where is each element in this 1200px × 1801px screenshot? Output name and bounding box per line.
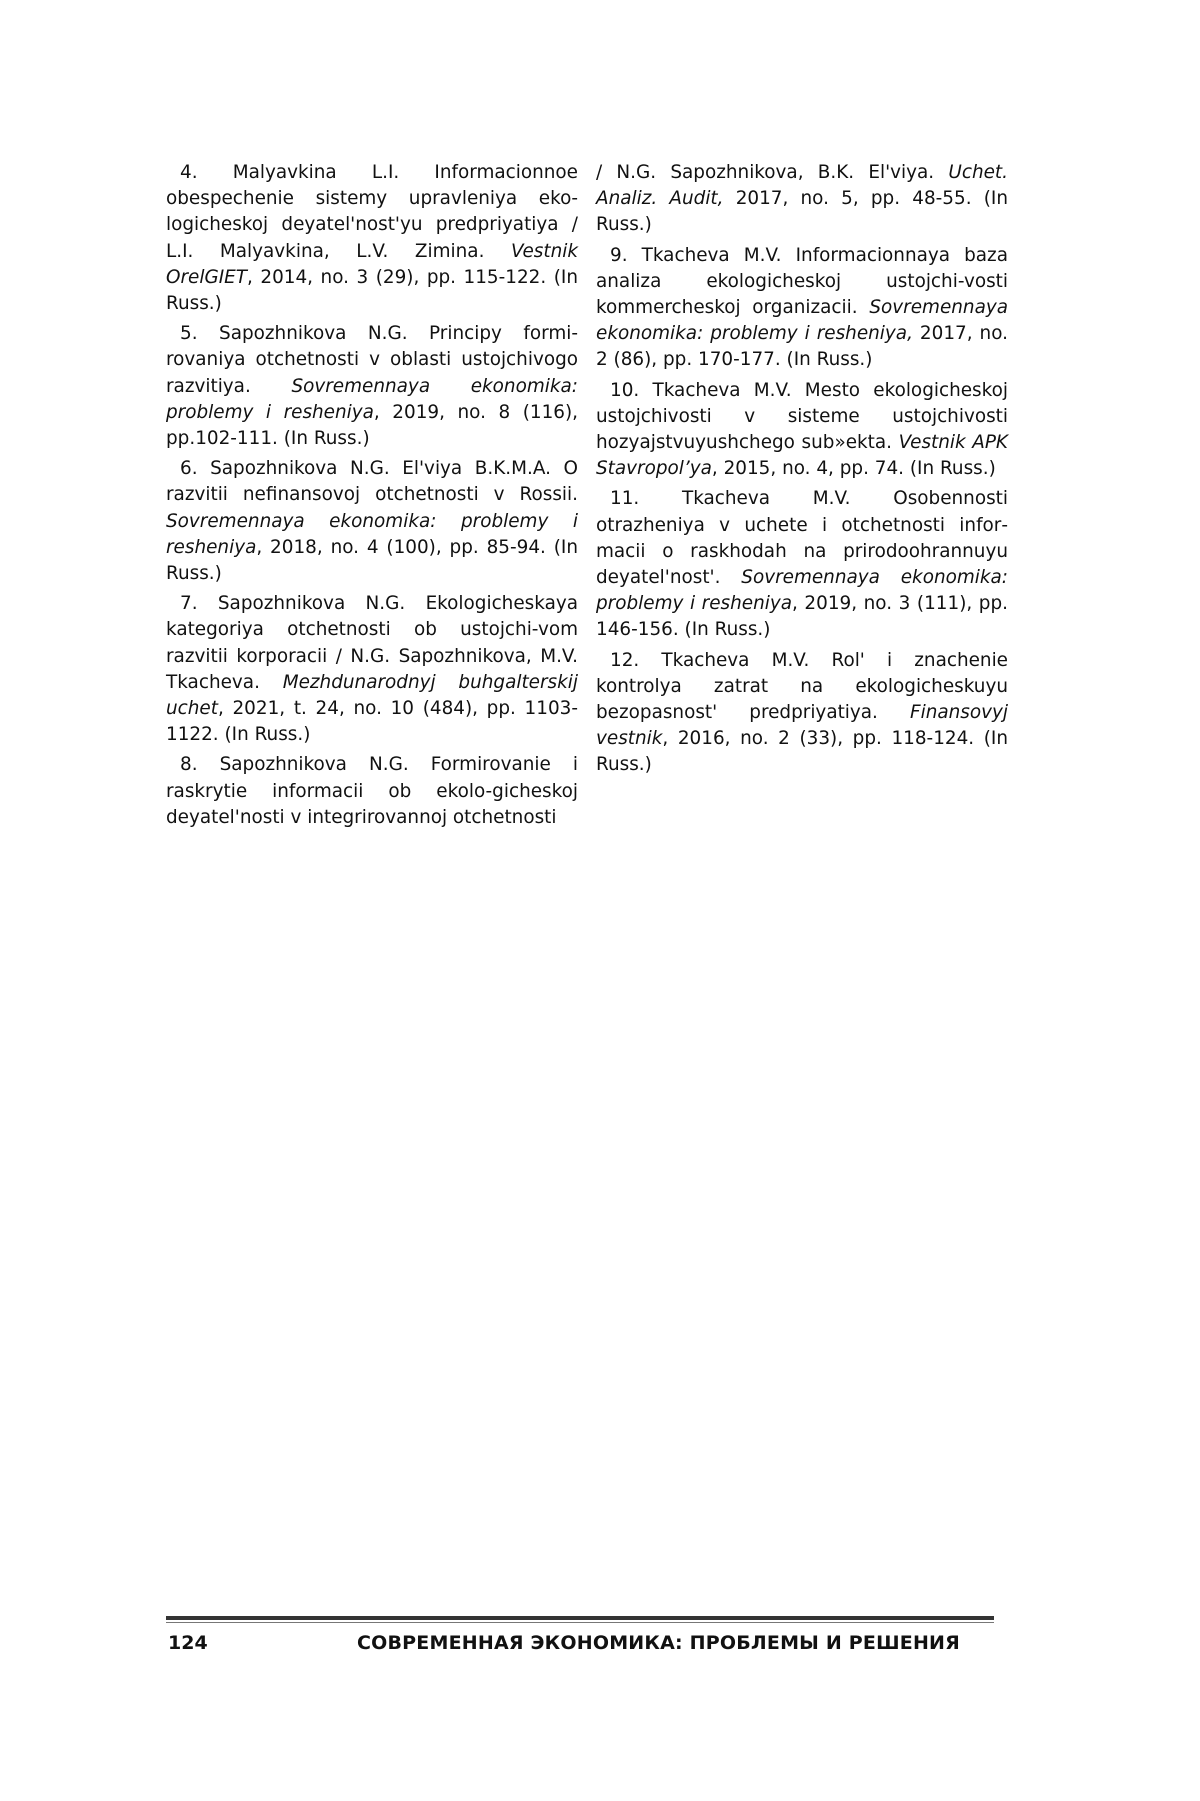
reference-text: 9. Tkacheva M.V. Informacionnaya baza analiza ekologicheskoj ustojchi-vosti kommercheskoj organizacii. xyxy=(596,244,1008,319)
reference-details: , 2015, no. 4, pp. 74. (In Russ.) xyxy=(711,458,996,480)
reference-item-8 xyxy=(166,752,578,831)
reference-text: / N.G. Sapozhnikova, B.K. El'viya. xyxy=(596,162,949,183)
reference-details: , 2016, no. 2 (33), pp. 118-124. (In Russ.) xyxy=(596,728,1008,776)
page-footer xyxy=(166,1628,994,1658)
reference-source: Vestnik APK Stavropol’ya xyxy=(596,432,1008,480)
reference-text: 8. Sapozhnikova N.G. Formirovanie i raskrytie informacii ob ekolo-gicheskoj deyatel'nosti v integrirovannoj otchetnosti xyxy=(166,754,578,828)
references-left-column xyxy=(166,160,578,835)
reference-item-10 xyxy=(596,378,1008,483)
reference-item-4 xyxy=(166,160,578,317)
reference-source: Vestnik OrelGIET xyxy=(166,240,578,288)
reference-item-9 xyxy=(596,243,1008,374)
reference-text: 5. Sapozhnikova N.G. Principy formirovaniya otchetnosti v oblasti ustojchivogo razvitiya. xyxy=(166,323,578,397)
references-right-column xyxy=(596,160,1008,783)
page-number: 124 xyxy=(168,1632,208,1654)
reference-item-11 xyxy=(596,486,1008,643)
reference-source: Sovremennaya ekonomika: problemy i resheniya xyxy=(166,375,578,423)
reference-item-12 xyxy=(596,648,1008,779)
footer-divider xyxy=(166,1616,994,1620)
reference-text: 7. Sapozhnikova N.G. Ekologicheskaya kategoriya otchetnosti ob ustojchi-vom razvitii korporacii / N.G. Sapozhnikova, M.V. Tkacheva. xyxy=(166,593,578,693)
reference-source: Uchet. Analiz. Audit, xyxy=(596,162,1008,210)
reference-item-5 xyxy=(166,321,578,452)
reference-source: Sovremennaya ekonomika: problemy i resheniya xyxy=(596,567,1008,615)
reference-details: , 2019, no. 3 (111), pp. 146-156. (In Russ.) xyxy=(596,593,1008,641)
footer-divider-thin xyxy=(166,1622,994,1623)
reference-details: , 2014, no. 3 (29), pp. 115-122. (In Russ.) xyxy=(166,266,578,315)
reference-item-8-continued xyxy=(596,160,1008,239)
reference-text: 12. Tkacheva M.V. Rol' i znachenie kontrolya zatrat na ekologicheskuyu bezopasnost' predpriyatiya. xyxy=(596,649,1008,724)
reference-source: Mezhdunarodnyj buhgalterskij uchet xyxy=(166,671,578,720)
reference-details: , 2019, no. 8 (116), pp.102-111. (In Russ.) xyxy=(166,401,578,450)
reference-source: Sovremennaya ekonomika: problemy i resheniya xyxy=(166,510,578,558)
reference-source: Finansovyj vestnik xyxy=(596,702,1008,750)
reference-text: 11. Tkacheva M.V. Osobennosti otrazheniya v uchete i otchetnosti informacii o raskhodah na prirodoohrannuyu deyatel'nost'. xyxy=(596,488,1008,589)
reference-details: , 2018, no. 4 (100), pp. 85-94. (In Russ.) xyxy=(166,536,578,585)
reference-details: 2017, no. 5, pp. 48-55. (In Russ.) xyxy=(596,188,1008,236)
reference-details: , 2021, t. 24, no. 10 (484), pp. 1103-1122. (In Russ.) xyxy=(166,698,578,746)
journal-title: СОВРЕМЕННАЯ ЭКОНОМИКА: ПРОБЛЕМЫ И РЕШЕНИЯ xyxy=(357,1632,960,1654)
reference-details: 2017, no. 2 (86), pp. 170-177. (In Russ.) xyxy=(596,323,1008,371)
reference-item-6 xyxy=(166,456,578,587)
reference-source: Sovremennaya ekonomika: problemy i resheniya, xyxy=(596,297,1008,345)
reference-text: 6. Sapozhnikova N.G. El'viya B.K.M.A. O razvitii nefinansovoj otchetnosti v Rossii. xyxy=(166,458,578,506)
reference-text: 4. Malyavkina L.I. Informacionnoe obespechenie sistemy upravleniya ekologicheskoj deyatel'nost'yu predpriyatiya / L.I. Malyavkina, L.V. Zimina. xyxy=(166,162,578,262)
reference-item-7 xyxy=(166,591,578,748)
reference-text: 10. Tkacheva M.V. Mesto ekologicheskoj ustojchivosti v sisteme ustojchivosti hozyajstvuyushchego sub»ekta. xyxy=(596,379,1008,454)
